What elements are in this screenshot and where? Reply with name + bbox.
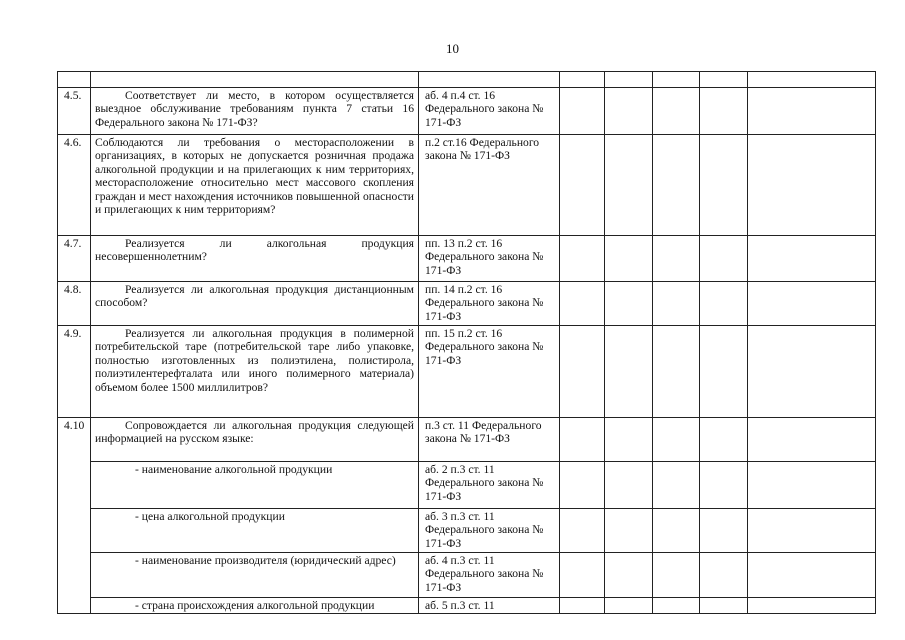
answer-cell — [700, 598, 748, 614]
table-row — [58, 326, 876, 418]
table-row — [58, 598, 876, 614]
legal-reference: аб. 5 п.3 ст. 11 — [419, 598, 560, 614]
legal-reference: аб. 2 п.3 ст. 11 Федерального закона № 171-ФЗ — [419, 462, 560, 509]
row-number: 4.10 — [58, 418, 91, 614]
table-row — [58, 462, 876, 509]
question-text: Соблюдаются ли требования о месторасположении в организациях, в которых не допускается розничная продажа алкогольной продукции и на прилегающих к ним территориях, месторасположение относительно мест массового скопления граждан и мест нахождения источников повышенной опасности и прилегающих к ним территориям? — [91, 135, 419, 236]
table-cell — [605, 72, 653, 88]
table-cell — [748, 72, 876, 88]
answer-cell — [653, 553, 700, 598]
notes-cell — [748, 553, 876, 598]
legal-reference: п.2 ст.16 Федерального закона № 171-ФЗ — [419, 135, 560, 236]
answer-cell — [700, 553, 748, 598]
legal-reference: п.3 ст. 11 Федерального закона № 171-ФЗ — [419, 418, 560, 462]
answer-cell — [605, 326, 653, 418]
notes-cell — [748, 598, 876, 614]
question-text: - наименование алкогольной продукции — [91, 462, 419, 509]
legal-reference: пп. 15 п.2 ст. 16 Федерального закона № 171-ФЗ — [419, 326, 560, 418]
question-text: - цена алкогольной продукции — [91, 509, 419, 553]
answer-cell — [560, 326, 605, 418]
answer-cell — [560, 509, 605, 553]
answer-cell — [653, 326, 700, 418]
answer-cell — [700, 135, 748, 236]
table-cell — [653, 72, 700, 88]
answer-cell — [653, 135, 700, 236]
notes-cell — [748, 236, 876, 282]
notes-cell — [748, 462, 876, 509]
answer-cell — [653, 236, 700, 282]
table-header-row — [58, 72, 876, 88]
answer-cell — [653, 509, 700, 553]
row-number: 4.7. — [58, 236, 91, 282]
answer-cell — [605, 509, 653, 553]
answer-cell — [560, 598, 605, 614]
table-row — [58, 553, 876, 598]
legal-reference: пп. 13 п.2 ст. 16 Федерального закона № 171-ФЗ — [419, 236, 560, 282]
answer-cell — [605, 135, 653, 236]
table-row — [58, 135, 876, 236]
table-row — [58, 282, 876, 326]
notes-cell — [748, 509, 876, 553]
answer-cell — [700, 236, 748, 282]
page-number: 10 — [446, 41, 459, 56]
question-text: - страна происхождения алкогольной продукции — [91, 598, 419, 614]
table-row — [58, 88, 876, 135]
table-cell — [700, 72, 748, 88]
answer-cell — [700, 418, 748, 462]
question-text: Реализуется ли алкогольная продукция в полимерной потребительской таре (потребительской таре либо упаковке, полностью изготовленных из полиэтилена, полистирола, полиэтилентерефталата или иного полимерного материала) объемом более 1500 миллилитров? — [91, 326, 419, 418]
table-row — [58, 236, 876, 282]
answer-cell — [653, 462, 700, 509]
table-cell — [58, 72, 91, 88]
answer-cell — [653, 88, 700, 135]
answer-cell — [605, 88, 653, 135]
answer-cell — [560, 553, 605, 598]
table-row — [58, 509, 876, 553]
table-cell — [560, 72, 605, 88]
answer-cell — [560, 462, 605, 509]
answer-cell — [605, 418, 653, 462]
notes-cell — [748, 326, 876, 418]
answer-cell — [700, 88, 748, 135]
row-number: 4.9. — [58, 326, 91, 418]
table-row — [58, 418, 876, 462]
table-cell — [419, 72, 560, 88]
notes-cell — [748, 418, 876, 462]
legal-reference: аб. 3 п.3 ст. 11 Федерального закона № 171-ФЗ — [419, 509, 560, 553]
question-text: Реализуется ли алкогольная продукция дистанционным способом? — [91, 282, 419, 326]
question-text: Сопровождается ли алкогольная продукция следующей информацией на русском языке: — [91, 418, 419, 462]
answer-cell — [653, 598, 700, 614]
table-cell — [91, 72, 419, 88]
answer-cell — [605, 598, 653, 614]
answer-cell — [560, 282, 605, 326]
notes-cell — [748, 88, 876, 135]
answer-cell — [653, 282, 700, 326]
question-text: Реализуется ли алкогольная продукция несовершеннолетним? — [91, 236, 419, 282]
answer-cell — [700, 462, 748, 509]
answer-cell — [560, 418, 605, 462]
answer-cell — [560, 135, 605, 236]
question-text: - наименование производителя (юридический адрес) — [91, 553, 419, 598]
row-number: 4.5. — [58, 88, 91, 135]
legal-reference: аб. 4 п.3 ст. 11 Федерального закона № 171-ФЗ — [419, 553, 560, 598]
answer-cell — [605, 236, 653, 282]
checklist-table — [57, 71, 876, 614]
answer-cell — [653, 418, 700, 462]
answer-cell — [700, 326, 748, 418]
answer-cell — [605, 282, 653, 326]
answer-cell — [560, 88, 605, 135]
notes-cell — [748, 282, 876, 326]
answer-cell — [560, 236, 605, 282]
question-text: Соответствует ли место, в котором осуществляется выездное обслуживание требованиям пункта 7 статьи 16 Федерального закона № 171-ФЗ? — [91, 88, 419, 135]
row-number: 4.8. — [58, 282, 91, 326]
answer-cell — [605, 462, 653, 509]
answer-cell — [605, 553, 653, 598]
notes-cell — [748, 135, 876, 236]
legal-reference: пп. 14 п.2 ст. 16 Федерального закона № 171-ФЗ — [419, 282, 560, 326]
answer-cell — [700, 282, 748, 326]
answer-cell — [700, 509, 748, 553]
row-number: 4.6. — [58, 135, 91, 236]
legal-reference: аб. 4 п.4 ст. 16 Федерального закона № 171-ФЗ — [419, 88, 560, 135]
